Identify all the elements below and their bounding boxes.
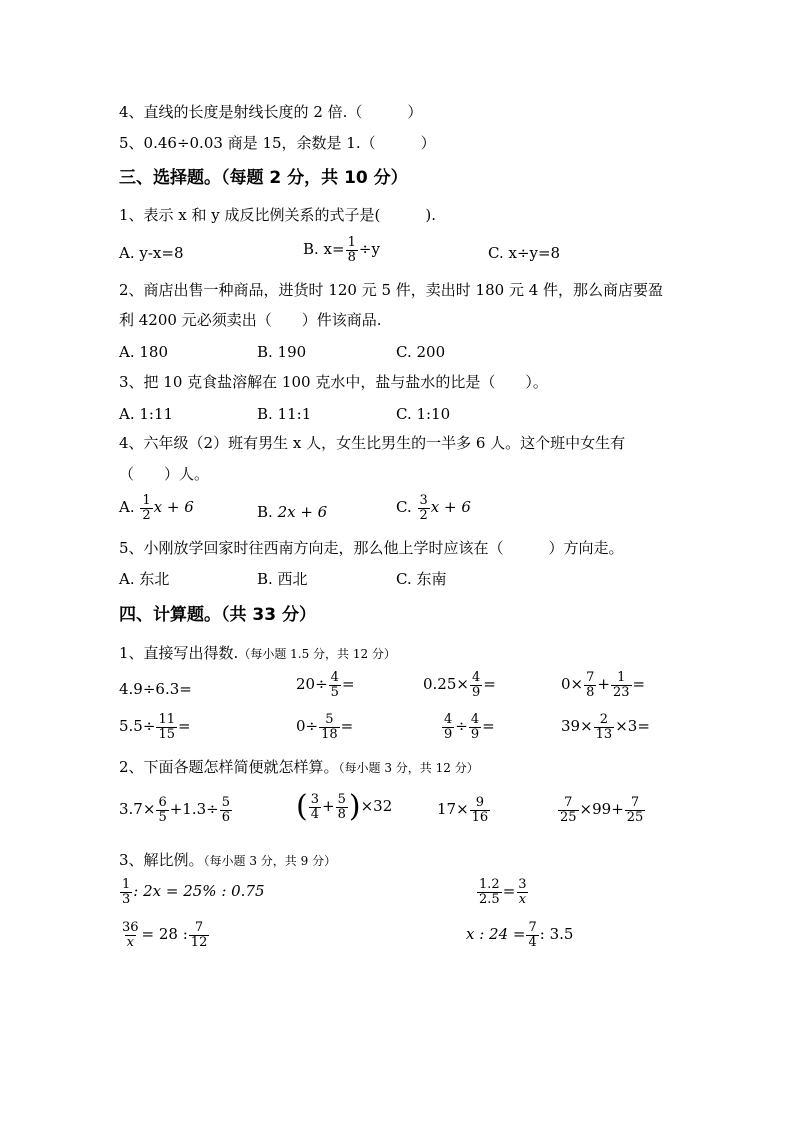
calc-p3-e3: $\frac{36}{x}$ = 28 : $\frac{7}{12}$	[122, 920, 208, 950]
choice-q4-b: B. 2x + 6	[257, 503, 328, 521]
calc-p1-e5: 5.5÷ $\frac{11}{15}$ =	[119, 712, 191, 742]
calc-p1-title: 1、直接写出得数.（每小题 1.5 分，共 12 分）	[119, 644, 396, 662]
score-note: （每小题 3 分，共 12 分）	[338, 761, 479, 775]
choice-q1-b: B. x= $\frac{1}{8}$ ÷y	[303, 235, 380, 265]
choice-q5-a: A. 东北	[119, 570, 170, 588]
choice-q4-c: C. $\frac{3}{2}$ x + 6	[396, 493, 471, 523]
choice-q1-a: A. y-x=8	[119, 244, 184, 262]
judge-q5: 5、0.46÷0.03 商是 15，余数是 1.（ ）	[119, 134, 436, 152]
calc-p3-e1: $\frac{1}{3}$ : 2x = 25% : 0.75	[122, 877, 265, 907]
calc-p2-e2: ( $\frac{3}{4}$ + $\frac{5}{8}$ )×32	[296, 789, 393, 824]
score-note: （每小题 1.5 分，共 12 分）	[238, 647, 396, 661]
calc-p1-e3: 0.25× $\frac{4}{9}$ =	[423, 670, 496, 700]
choice-q1-c: C. x÷y=8	[488, 244, 561, 262]
score-note: （每小题 3 分，共 9 分）	[203, 854, 337, 868]
choice-q4-stem-2: （ ）人。	[119, 465, 210, 483]
section-choice-title: 三、选择题。（每题 2 分，共 10 分）	[119, 168, 408, 188]
choice-q3-a: A. 1:11	[119, 405, 174, 423]
choice-q2-stem-2: 利 4200 元必须卖出（ ）件该商品.	[119, 311, 382, 329]
calc-p2-e4: $\frac{7}{25}$ ×99+ $\frac{7}{25}$	[560, 795, 644, 825]
calc-p2-e1: 3.7× $\frac{6}{5}$ +1.3÷ $\frac{5}{6}$	[119, 795, 230, 825]
calc-p1-e8: 39× $\frac{2}{13}$ ×3=	[561, 712, 650, 742]
section-calc-title: 四、计算题。（共 33 分）	[119, 605, 316, 625]
fraction: $\frac{1}{8}$	[347, 235, 356, 265]
choice-q3-b: B. 11:1	[257, 405, 312, 423]
choice-q2-a: A. 180	[119, 343, 168, 361]
choice-q5-c: C. 东南	[396, 570, 447, 588]
choice-q2-b: B. 190	[257, 343, 307, 361]
calc-p3-title: 3、解比例。（每小题 3 分，共 9 分）	[119, 851, 337, 869]
choice-q4-stem-1: 4、六年级（2）班有男生 x 人，女生比男生的一半多 6 人。这个班中女生有	[119, 434, 626, 452]
calc-p1-e6: 0÷ $\frac{5}{18}$ =	[296, 712, 354, 742]
judge-q4: 4、直线的长度是射线长度的 2 倍.（ ）	[119, 103, 423, 121]
calc-p1-e1: 4.9÷6.3=	[119, 680, 192, 698]
choice-q5-b: B. 西北	[257, 570, 308, 588]
choice-q3-stem: 3、把 10 克食盐溶解在 100 克水中，盐与盐水的比是（ ）。	[119, 373, 548, 391]
choice-q5-stem: 5、小刚放学回家时往西南方向走，那么他上学时应该在（ ）方向走。	[119, 539, 624, 557]
fraction: $\frac{1}{2}$	[142, 493, 151, 523]
choice-q2-stem-1: 2、商店出售一种商品，进货时 120 元 5 件，卖出时 180 元 4 件，那么商店要盈	[119, 281, 664, 299]
calc-p2-e3: 17× $\frac{9}{16}$	[437, 795, 489, 825]
choice-q3-c: C. 1:10	[396, 405, 451, 423]
calc-p3-e4: x : 24 = $\frac{7}{4}$ : 3.5	[466, 920, 574, 950]
calc-p1-e4: 0× $\frac{7}{8}$ + $\frac{1}{23}$ =	[561, 670, 646, 700]
calc-p1-e7: $\frac{4}{9}$ ÷ $\frac{4}{9}$ =	[444, 712, 495, 742]
calc-p3-e2: $\frac{1.2}{2.5}$ = $\frac{3}{x}$	[479, 877, 527, 907]
choice-q4-a: A. $\frac{1}{2}$ x + 6	[119, 493, 194, 523]
fraction: $\frac{3}{2}$	[419, 493, 428, 523]
choice-q1-stem: 1、表示 x 和 y 成反比例关系的式子是( ).	[119, 206, 437, 224]
calc-p1-e2: 20÷ $\frac{4}{5}$ =	[296, 670, 355, 700]
choice-q2-c: C. 200	[396, 343, 446, 361]
calc-p2-title: 2、下面各题怎样简便就怎样算。（每小题 3 分，共 12 分）	[119, 758, 479, 776]
